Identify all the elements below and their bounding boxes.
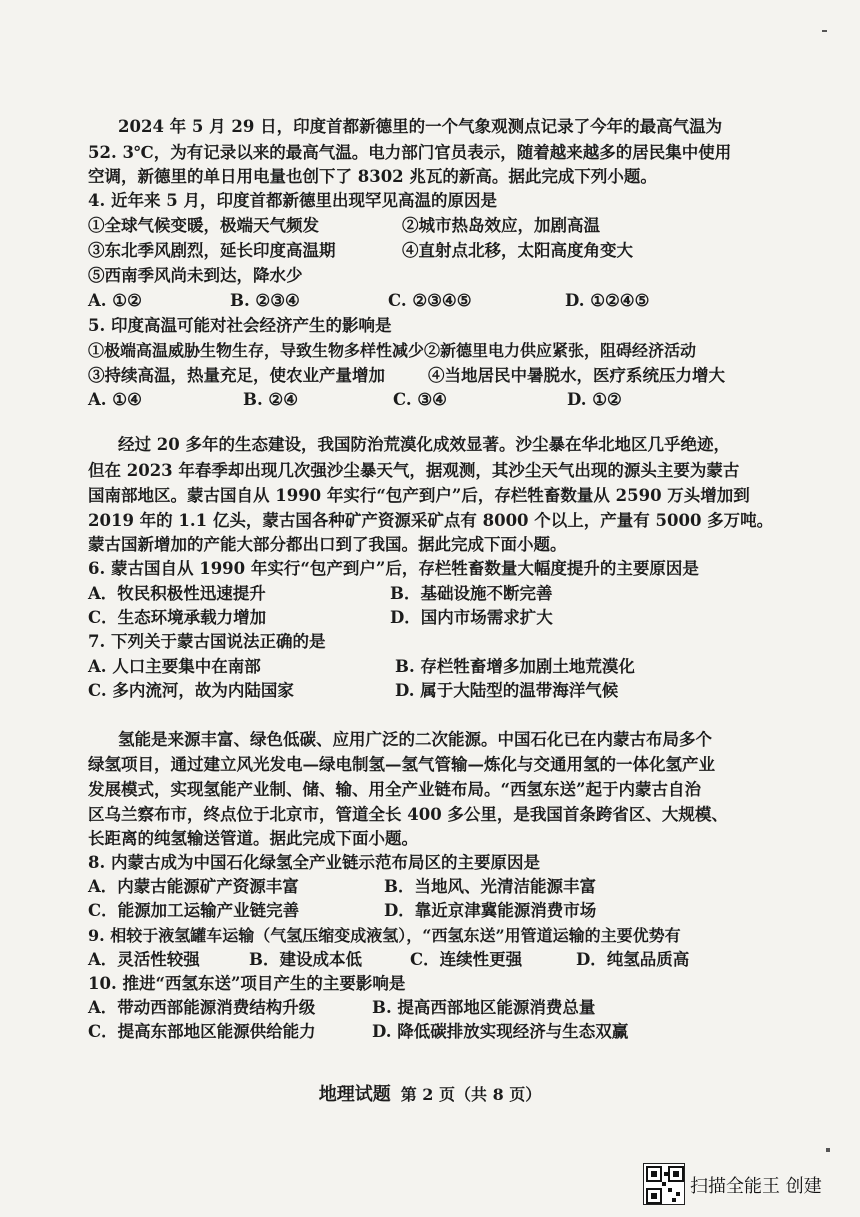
question-7-option-c: C. 多内流河，故为内陆国家 <box>88 681 294 700</box>
question-4-option-a: A. ①② <box>88 291 142 310</box>
passage1-line: 2024 年 5 月 29 日，印度首都新德里的一个气象观测点记录了今年的最高气温为 <box>118 117 723 136</box>
question-6-option-a: A．牧民积极性迅速提升 <box>88 584 266 603</box>
passage2-line: 但在 2023 年春季却出现几次强沙尘暴天气，据观测，其沙尘天气出现的源头主要为蒙古 <box>88 461 740 480</box>
question-4-option-d: D. ①②④⑤ <box>565 291 650 310</box>
passage1-line: 52. 3℃，为有记录以来的最高气温。电力部门官员表示，随着越来越多的居民集中使用 <box>88 143 732 162</box>
question-8-option-a: A．内蒙古能源矿产资源丰富 <box>88 877 299 896</box>
qr-code-icon <box>643 1163 685 1205</box>
question-4-item: ⑤西南季风尚未到达，降水少 <box>88 266 303 285</box>
question-5-option-b: B. ②④ <box>243 390 299 409</box>
question-5-item: ④当地居民中暑脱水，医疗系统压力增大 <box>428 366 725 385</box>
question-4-item: ①全球气候变暖，极端天气频发 <box>88 216 319 235</box>
question-9-option-a: A．灵活性较强 <box>88 950 200 969</box>
question-4-item: ③东北季风剧烈，延长印度高温期 <box>88 241 336 260</box>
passage2-line: 2019 年的 1.1 亿头，蒙古国各种矿产资源采矿点有 8000 个以上，产量有 5000 多万吨。 <box>88 511 774 530</box>
question-6-stem: 6. 蒙古国自从 1990 年实行“包产到户”后，存栏牲畜数量大幅度提升的主要原因是 <box>88 559 699 578</box>
question-4-option-b: B. ②③④ <box>230 291 300 310</box>
passage3-line: 发展模式，实现氢能产业制、储、输、用全产业链布局。“西氢东送”起于内蒙古自治 <box>88 780 701 799</box>
question-7-stem: 7. 下列关于蒙古国说法正确的是 <box>88 632 326 651</box>
question-5-item: ①极端高温威胁生物生存，导致生物多样性减少②新德里电力供应紧张，阻碍经济活动 <box>88 341 697 360</box>
question-6-option-b: B．基础设施不断完善 <box>390 584 553 603</box>
scanner-watermark: 扫描全能王 创建 <box>690 1176 822 1197</box>
question-9-stem: 9. 相较于液氢罐车运输（气氢压缩变成液氢），“西氢东送”用管道运输的主要优势有 <box>88 926 681 945</box>
question-10-option-c: C．提高东部地区能源供给能力 <box>88 1022 316 1041</box>
question-9-option-c: C．连续性更强 <box>410 950 523 969</box>
footer-subject: 地理试题 <box>318 1084 391 1105</box>
question-10-option-b: B. 提高西部地区能源消费总量 <box>372 998 596 1017</box>
scan-mark <box>826 1148 830 1152</box>
question-8-option-c: C．能源加工运输产业链完善 <box>88 901 300 920</box>
passage2-line: 蒙古国新增加的产能大部分都出口到了我国。据此完成下面小题。 <box>88 535 567 554</box>
question-5-option-a: A. ①④ <box>88 390 142 409</box>
question-4-stem: 4. 近年来 5 月，印度首都新德里出现罕见高温的原因是 <box>88 191 497 210</box>
passage3-line: 长距离的纯氢输送管道。据此完成下面小题。 <box>88 829 418 848</box>
question-6-option-d: D．国内市场需求扩大 <box>390 608 553 627</box>
question-7-option-d: D. 属于大陆型的温带海洋气候 <box>395 681 619 700</box>
question-4-item: ②城市热岛效应，加剧高温 <box>402 216 600 235</box>
scan-mark <box>822 30 827 32</box>
footer-page-number: 第 2 页（共 8 页） <box>400 1085 542 1104</box>
question-8-option-d: D．靠近京津冀能源消费市场 <box>384 901 597 920</box>
question-5-option-c: C. ③④ <box>393 390 447 409</box>
passage3-line: 区乌兰察布市，终点位于北京市，管道全长 400 多公里，是我国首条跨省区、大规模、 <box>88 805 728 824</box>
question-6-option-c: C．生态环境承载力增加 <box>88 608 267 627</box>
passage1-line: 空调，新德里的单日用电量也创下了 8302 兆瓦的新高。据此完成下列小题。 <box>88 167 657 186</box>
question-5-option-d: D. ①② <box>567 390 622 409</box>
question-7-option-b: B. 存栏牲畜增多加剧土地荒漠化 <box>395 657 635 676</box>
passage3-line: 绿氢项目，通过建立风光发电—绿电制氢—氢气管输—炼化与交通用氢的一体化氢产业 <box>88 755 715 774</box>
passage2-line: 国南部地区。蒙古国自从 1990 年实行“包产到户”后，存栏牲畜数量从 2590 万头增加到 <box>88 486 750 505</box>
question-10-option-d: D. 降低碳排放实现经济与生态双赢 <box>372 1022 629 1041</box>
question-4-option-c: C. ②③④⑤ <box>388 291 472 310</box>
question-10-stem: 10. 推进“西氢东送”项目产生的主要影响是 <box>88 974 406 993</box>
passage3-line: 氢能是来源丰富、绿色低碳、应用广泛的二次能源。中国石化已在内蒙古布局多个 <box>118 730 712 749</box>
question-8-stem: 8. 内蒙古成为中国石化绿氢全产业链示范布局区的主要原因是 <box>88 853 540 872</box>
question-5-stem: 5. 印度高温可能对社会经济产生的影响是 <box>88 316 392 335</box>
passage2-line: 经过 20 多年的生态建设，我国防治荒漠化成效显著。沙尘暴在华北地区几乎绝迹， <box>118 435 730 454</box>
question-4-item: ④直射点北移，太阳高度角变大 <box>402 241 633 260</box>
question-5-item: ③持续高温，热量充足，使农业产量增加 <box>88 366 385 385</box>
question-7-option-a: A. 人口主要集中在南部 <box>88 657 261 676</box>
question-8-option-b: B．当地风、光清洁能源丰富 <box>384 877 596 896</box>
question-9-option-d: D．纯氢品质高 <box>576 950 690 969</box>
question-10-option-a: A．带动西部能源消费结构升级 <box>88 998 316 1017</box>
page-footer <box>0 1080 860 1106</box>
question-9-option-b: B．建设成本低 <box>249 950 362 969</box>
